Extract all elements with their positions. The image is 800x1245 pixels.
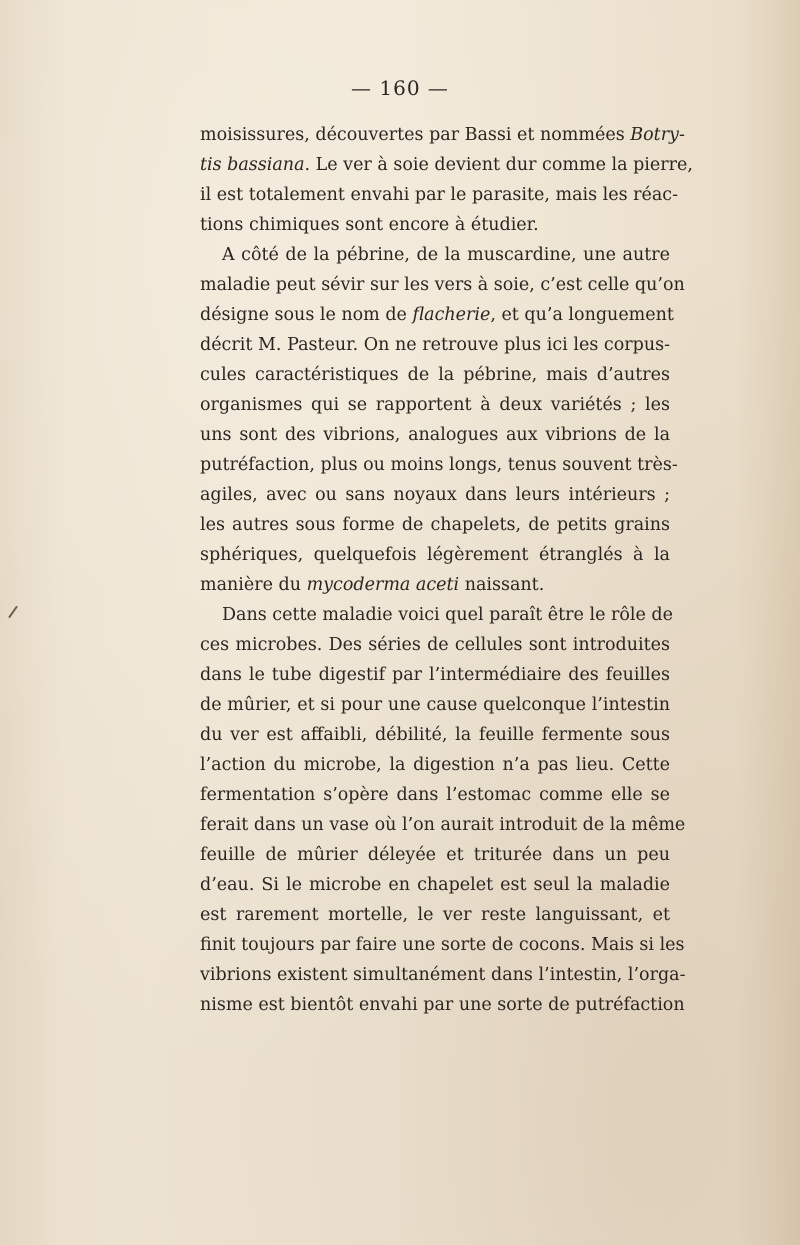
text-line (200, 570, 670, 600)
text-line (200, 390, 670, 420)
text-line (200, 450, 678, 480)
text-run: nisme est bientôt envahi par une sorte de putréfaction (200, 995, 685, 1015)
text-run: naissant. (459, 575, 545, 595)
text-run: les autres sous forme de chapelets, de petits grains (200, 515, 670, 535)
text-run: cules caractéristiques de la pébrine, mais d’autres (200, 365, 670, 385)
text-line (200, 120, 685, 150)
italic-text: flacherie (412, 305, 491, 325)
text-run: moisissures, découvertes par Bassi et nommées (200, 125, 631, 145)
text-run: finit toujours par faire une sorte de cocons. Mais si les (200, 935, 685, 955)
text-line (200, 210, 670, 240)
text-line (200, 810, 686, 840)
text-line (200, 960, 686, 990)
text-line (200, 150, 693, 180)
text-line (200, 600, 673, 630)
text-line (200, 330, 670, 360)
text-run: A côté de la pébrine, de la muscardine, une autre (222, 245, 670, 265)
text-line (200, 420, 670, 450)
text-line (200, 990, 685, 1020)
text-line (200, 510, 670, 540)
text-run: , et qu’a longuement (490, 305, 674, 325)
text-line (200, 720, 670, 750)
text-line (200, 300, 674, 330)
text-line (200, 180, 679, 210)
text-line (200, 780, 670, 810)
italic-text: Botry- (630, 125, 685, 145)
text-run: d’eau. Si le microbe en chapelet est seul la maladie (200, 875, 670, 895)
text-run: vibrions existent simultanément dans l’intestin, l’orga- (200, 965, 686, 985)
text-line (200, 540, 670, 570)
text-run: du ver est affaibli, débilité, la feuille fermente sous (200, 725, 670, 745)
italic-text: tis bassiana (200, 155, 305, 175)
text-run: l’action du microbe, la digestion n’a pas lieu. Cette (200, 755, 670, 775)
text-run: tions chimiques sont encore à étudier. (200, 215, 539, 235)
text-run: maladie peut sévir sur les vers à soie, c’est celle qu’on (200, 275, 685, 295)
text-run: désigne sous le nom de (200, 305, 413, 325)
text-line (200, 630, 670, 660)
text-run: agiles, avec ou sans noyaux dans leurs intérieurs ; (200, 485, 670, 505)
italic-text: mycoderma aceti (306, 575, 460, 595)
text-run: . Le ver à soie devient dur comme la pierre, (304, 155, 693, 175)
text-run: de mûrier, et si pour une cause quelconque l’intestin (200, 695, 670, 715)
text-line (200, 240, 670, 270)
text-line (200, 660, 670, 690)
text-line (200, 690, 670, 720)
text-line (200, 870, 670, 900)
text-run: dans le tube digestif par l’intermédiaire des feuilles (200, 665, 670, 685)
text-run: décrit M. Pasteur. On ne retrouve plus ici les corpus- (200, 335, 670, 355)
text-line (200, 480, 670, 510)
page-number: — 160 — (351, 76, 449, 100)
text-line (200, 360, 670, 390)
margin-mark (8, 606, 18, 619)
text-line (200, 270, 685, 300)
text-run: putréfaction, plus ou moins longs, tenus souvent très- (200, 455, 678, 475)
text-run: sphériques, quelquefois légèrement étranglés à la (200, 545, 670, 565)
text-line (200, 900, 670, 930)
text-run: organismes qui se rapportent à deux variétés ; les (200, 395, 670, 415)
text-run: Dans cette maladie voici quel paraît être le rôle de (222, 605, 673, 625)
text-run: ferait dans un vase où l’on aurait introduit de la même (200, 815, 686, 835)
text-run: manière du (200, 575, 307, 595)
text-line (200, 840, 670, 870)
text-run: ces microbes. Des séries de cellules sont introduites (200, 635, 670, 655)
text-run: uns sont des vibrions, analogues aux vibrions de la (200, 425, 670, 445)
body-text (200, 120, 693, 1020)
text-run: feuille de mûrier déleyée et triturée dans un peu (200, 845, 670, 865)
text-run: est rarement mortelle, le ver reste languissant, et (200, 905, 670, 925)
text-line (200, 750, 670, 780)
text-run: fermentation s’opère dans l’estomac comme elle se (200, 785, 670, 805)
text-run: il est totalement envahi par le parasite, mais les réac- (200, 185, 679, 205)
text-line (200, 930, 685, 960)
